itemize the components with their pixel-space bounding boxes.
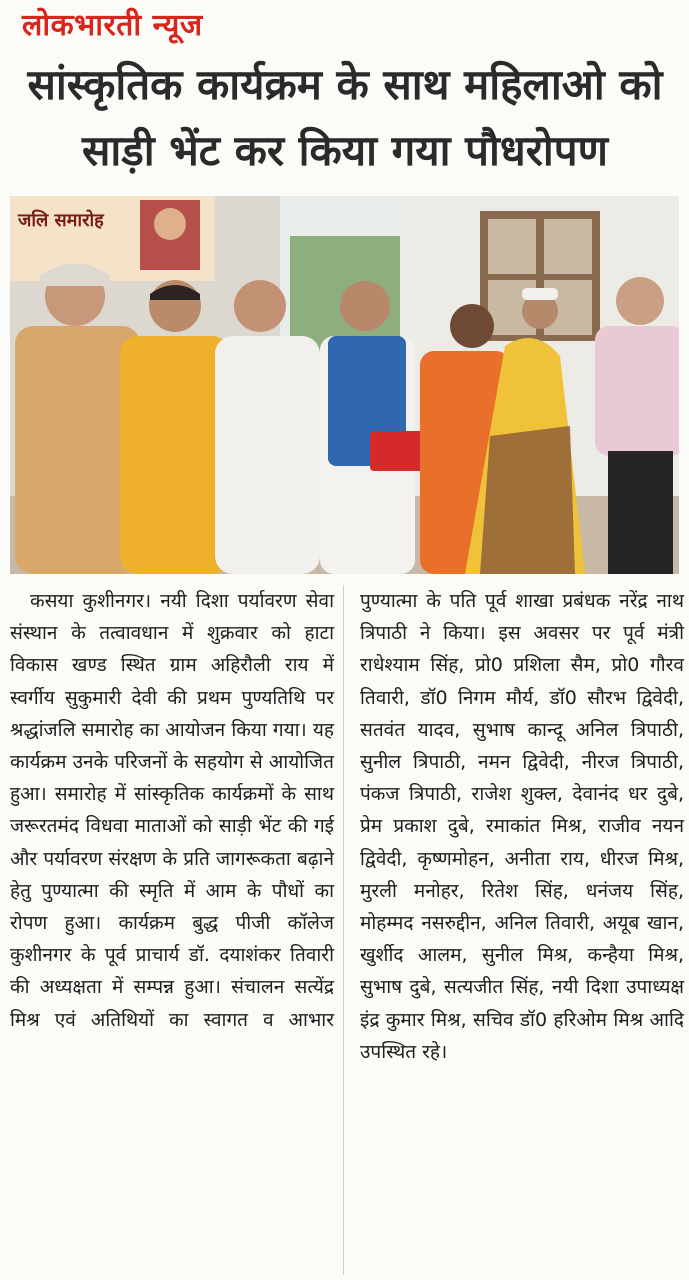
person-7 <box>522 288 558 329</box>
headline: सांस्कृतिक कार्यक्रम के साथ महिलाओ को साड़ी भेंट कर किया गया पौधरोपण <box>27 60 663 175</box>
column-divider <box>343 585 344 1275</box>
event-banner <box>10 196 215 281</box>
masthead: लोकभारती न्यूज <box>22 8 203 43</box>
article-column-right: पुण्यात्मा के पति पूर्व शाखा प्रबंधक नरेंद्र नाथ त्रिपाठी ने किया। इस अवसर पर पूर्व मंत्री राधेश्याम सिंह, प्रो0 प्रशिला सैम, प्रो0 गौरव तिवारी, डॉ0 निगम मौर्य, डॉ0 सौरभ द्विवेदी, सतवंत यादव, सुभाष कान्दू अनिल त्रिपाठी, सुनील त्रिपाठी, नमन द्विवेदी, नीरज त्रिपाठी, पंकज त्रिपाठी, राजेश शुक्ल, देवानंद धर दुबे, प्रेम प्रकाश दुबे, रमाकांत मिश्र, राजीव नयन द्विवेदी, कृष्णमोहन, अनीता राय, धीरज मिश्र, मुरली मनोहर, रितेश सिंह, धनंजय सिंह, मोहम्मद नसरुद्दीन, अनिल तिवारी, अयूब खान, खुर्शीद आलम, सुनील मिश्र, कन्हैया मिश्र, सुभाष दुबे, सत्यजीत सिंह, नयी दिशा उपाध्यक्ष इंद्र कुमार मिश्र, सचिव डॉ0 हरिओम मिश्र आदि उपस्थित रहे। <box>360 590 684 1063</box>
news-photo <box>10 196 679 574</box>
article-column-left: कसया कुशीनगर। नयी दिशा पर्यावरण सेवा संस्थान के तत्वावधान में शुक्रवार को हाटा विकास खण्ड स्थित ग्राम अहिरौली राय में स्वर्गीय सुकुमारी देवी की प्रथम पुण्यतिथि पर श्रद्धांजलि समारोह का आयोजन किया गया। यह कार्यक्रम उनके परिजनों के सहयोग से आयोजित हुआ। समारोह में सांस्कृतिक कार्यक्रमों के साथ जरूरतमंद विधवा माताओं को साड़ी भेंट की गई और पर्यावरण संरक्षण के प्रति जागरूकता बढ़ाने हेतु पुण्यात्मा की स्मृति में आम के पौधों का रोपण हुआ। कार्यक्रम बुद्ध पीजी कॉलेज कुशीनगर के पूर्व प्राचार्य डॉ. दयाशंकर तिवारी की अध्यक्षता में सम्पन्न हुआ। संचालन सत्येंद्र मिश्र एवं अतिथियों का स्वागत व आभार <box>10 590 334 1031</box>
banner-text: जलि समारोह <box>18 210 104 231</box>
